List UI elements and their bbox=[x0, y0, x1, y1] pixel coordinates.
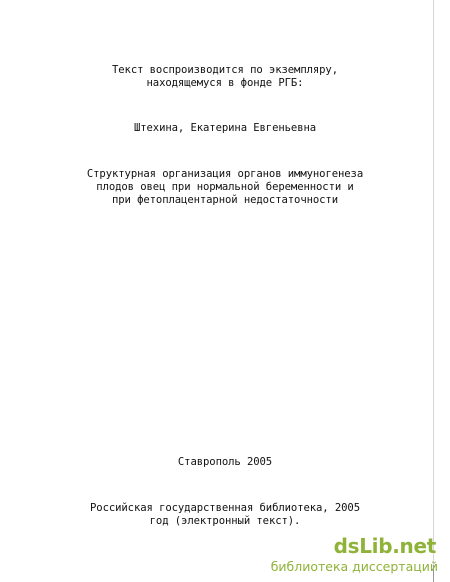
watermark-subtitle: библиотека диссертаций bbox=[270, 559, 438, 574]
place-and-year: Ставрополь 2005 bbox=[177, 456, 273, 468]
dslib-watermark[interactable] bbox=[268, 532, 446, 578]
reproduction-notice-line-1: Текст воспроизводится по экземпляру, bbox=[111, 64, 338, 76]
library-credit-line-2: год (электронный текст). bbox=[149, 515, 301, 527]
library-credit-line-1: Российская государственная библиотека, 2005 bbox=[90, 502, 360, 514]
dissertation-title-line-3: при фетоплацентарной недостаточности bbox=[111, 194, 338, 206]
page-edge-line bbox=[433, 0, 434, 582]
dissertation-title-line-1: Структурная организация органов иммуногенеза bbox=[86, 168, 364, 180]
dissertation-title-line-2: плодов овец при нормальной беременности и bbox=[96, 181, 354, 193]
watermark-logo: dsLib.net bbox=[333, 534, 436, 558]
reproduction-notice-line-2: находящемуся в фонде РГБ: bbox=[146, 77, 304, 89]
author-name: Штехина, Екатерина Евгеньевна bbox=[133, 122, 317, 134]
